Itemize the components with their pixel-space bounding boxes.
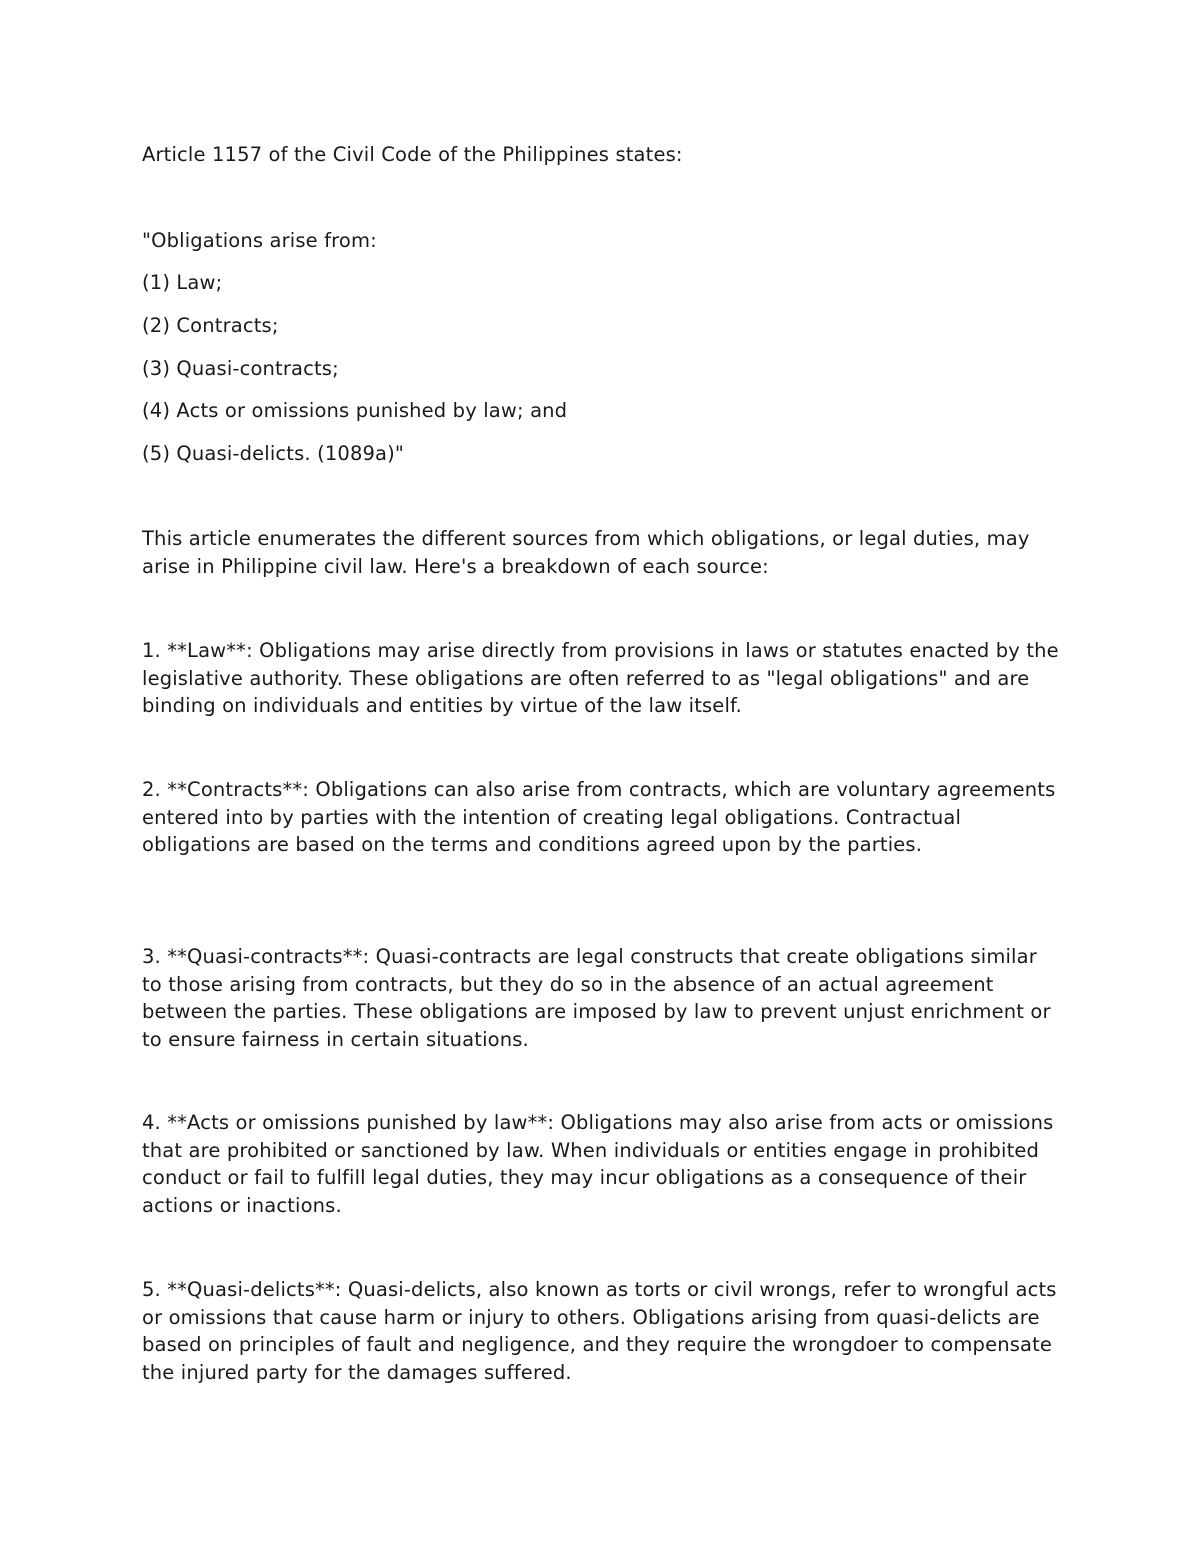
- quote-line: (4) Acts or omissions punished by law; and: [142, 399, 568, 422]
- source-paragraph-quasi-contracts: 3. **Quasi-contracts**: Quasi-contracts are legal constructs that create obligations similar to those arising from contracts, but they do so in the absence of an actual agreement between the parties. These obligations are imposed by law to prevent unjust enrichment or to ensure fairness in certain situations.: [142, 945, 1051, 1051]
- quote-line: (2) Contracts;: [142, 314, 279, 337]
- quote-line: (1) Law;: [142, 271, 223, 294]
- source-paragraph-acts-omissions: 4. **Acts or omissions punished by law**: Obligations may also arise from acts or omissions that are prohibited or sanctioned by law. When individuals or entities engage in prohibited conduct or fail to fulfill legal duties, they may incur obligations as a consequence of their actions or inactions.: [142, 1111, 1054, 1217]
- intro-line: Article 1157 of the Civil Code of the Philippines states:: [142, 143, 683, 166]
- summary-paragraph: This article enumerates the different sources from which obligations, or legal duties, may arise in Philippine civil law. Here's a breakdown of each source:: [142, 527, 1030, 578]
- source-paragraph-law: 1. **Law**: Obligations may arise directly from provisions in laws or statutes enacted by the legislative authority. These obligations are often referred to as "legal obligations" and are binding on individuals and entities by virtue of the law itself.: [142, 639, 1059, 717]
- quote-line: (3) Quasi-contracts;: [142, 357, 339, 380]
- quote-line: "Obligations arise from:: [142, 229, 377, 252]
- quote-line: (5) Quasi-delicts. (1089a)": [142, 442, 405, 465]
- source-paragraph-quasi-delicts: 5. **Quasi-delicts**: Quasi-delicts, also known as torts or civil wrongs, refer to wrongful acts or omissions that cause harm or injury to others. Obligations arising from quasi-delicts are based on principles of fault and negligence, and they require the wrongdoer to compensate the injured party for the damages suffered.: [142, 1278, 1057, 1384]
- source-paragraph-contracts: 2. **Contracts**: Obligations can also arise from contracts, which are voluntary agreements entered into by parties with the intention of creating legal obligations. Contractual obligations are based on the terms and conditions agreed upon by the parties.: [142, 778, 1056, 856]
